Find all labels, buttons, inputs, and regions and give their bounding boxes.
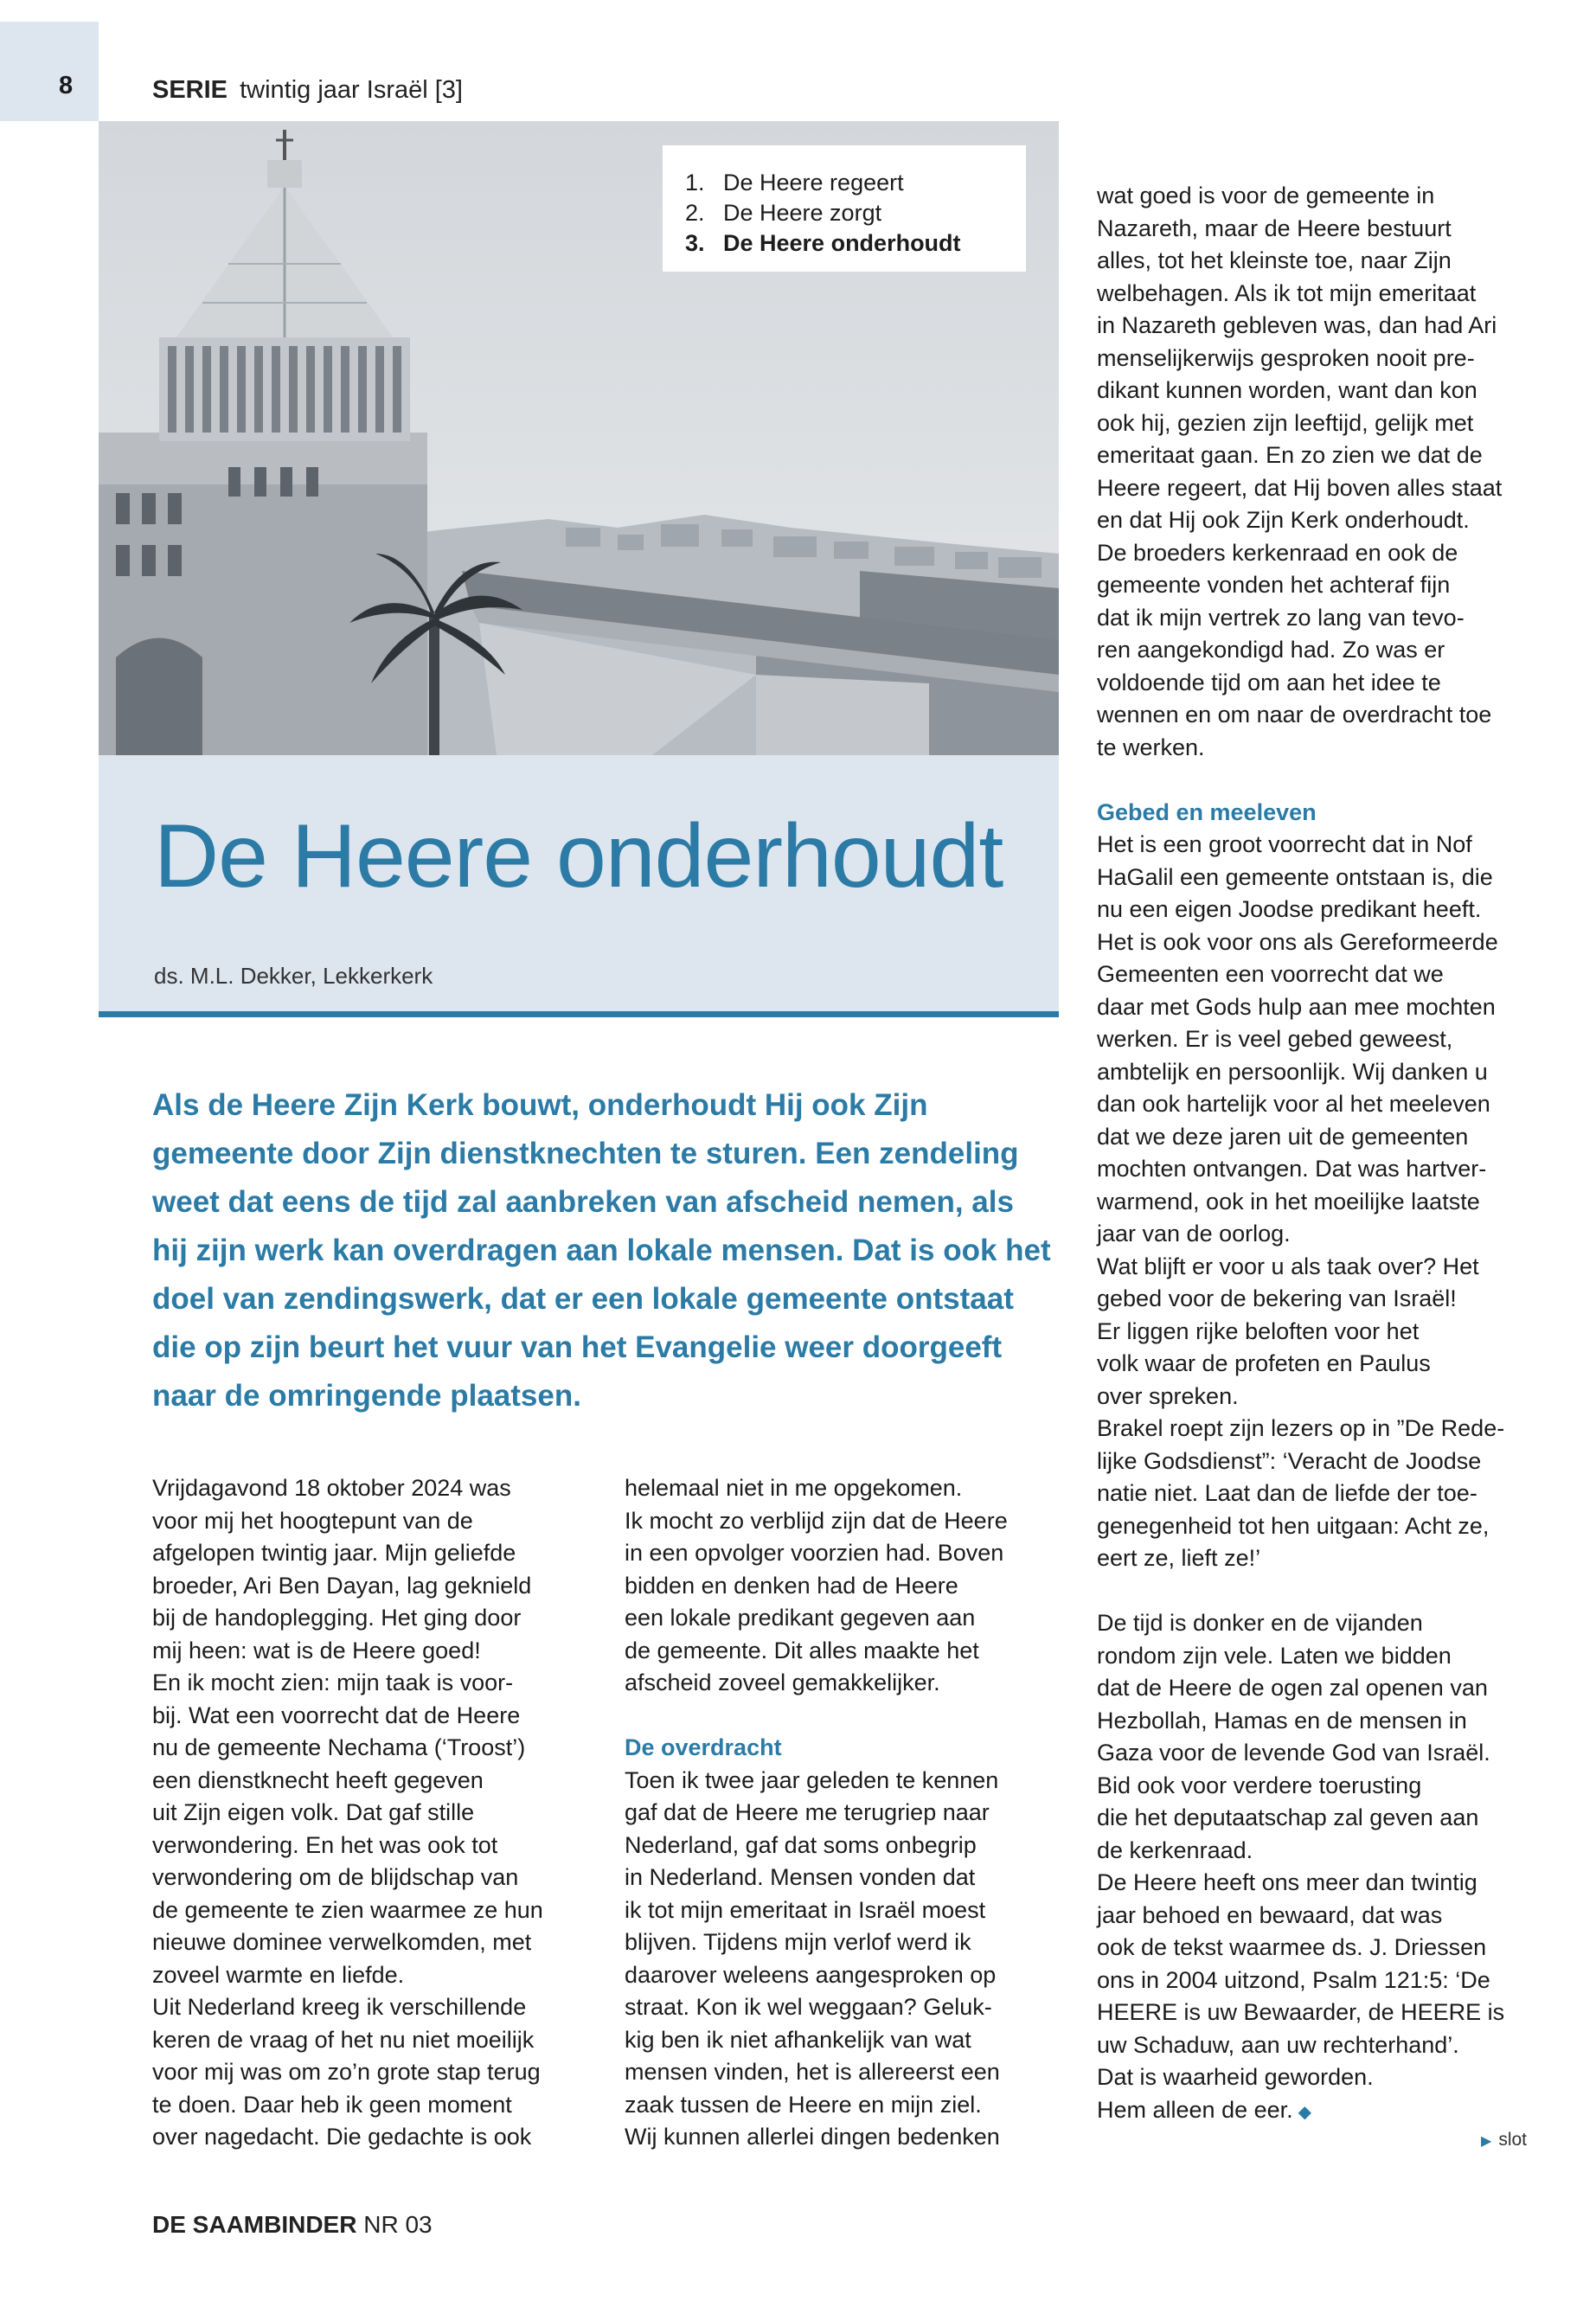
text-line: Toen ik twee jaar geleden te kennen [625,1766,999,1793]
intro-line: Als de Heere Zijn Kerk bouwt, onderhoudt Hij ook Zijn [152,1088,928,1122]
column-3-paragraphs-b [1097,829,1504,1575]
text-line: in een opvolger voorzien had. Boven [625,1540,1004,1566]
intro-line: doel van zendingswerk, dat er een lokale gemeente ontstaat [152,1282,1014,1316]
text-line: bij. Wat een voorrecht dat de Heere [152,1702,521,1728]
text-line: warmend, ook in het moeilijke laatste [1097,1188,1480,1215]
text-line: Hem alleen de eer. ◆ [1097,2096,1312,2123]
text-line: uw Schaduw, aan uw rechterhand’. [1097,2031,1459,2058]
text-line: En ik mocht zien: mijn taak is voor- [152,1670,514,1695]
intro-line: weet dat eens de tijd zal aanbreken van afscheid nemen, als [152,1185,1014,1219]
text-line: ambtelijk en persoonlijk. Wij danken u [1097,1058,1488,1085]
text-line: jaar van de oorlog. [1097,1221,1291,1247]
slot-label: slot [1498,2130,1527,2150]
article-column-2 [625,1472,1008,2154]
text-line: afgelopen twintig jaar. Mijn geliefde [152,1540,516,1566]
page-number-block [0,22,99,121]
text-line: welbehagen. Als ik tot mijn emeritaat [1097,279,1477,306]
text-line: die het deputaatschap zal geven aan [1097,1804,1479,1830]
text-line: rondom zijn vele. Laten we bidden [1097,1642,1452,1669]
text-line: Wat blijft er voor u als taak over? Het [1097,1253,1479,1279]
text-line: voor mij het hoogtepunt van de [152,1507,473,1534]
series-label: SERIE [152,76,228,104]
column-2-paragraphs-a [625,1472,1008,1700]
text-line: genegenheid tot hen uitgaan: Acht ze, [1097,1512,1490,1539]
magazine-name: DE SAAMBINDER [152,2211,357,2238]
text-line: dat ik mijn vertrek zo lang van tevo- [1097,604,1465,631]
text-line: de gemeente te zien waarmee ze hun [152,1896,543,1923]
text-line: Het is ook voor ons als Gereformeerde [1097,928,1498,955]
end-diamond-icon: ◆ [1298,2102,1312,2122]
text-line: De Heere heeft ons meer dan twintig [1097,1869,1477,1895]
toc-item [685,168,1026,198]
intro-line: gemeente door Zijn dienstknechten te sturen. Een zendeling [152,1137,1019,1170]
toc-item-number: 1. [685,170,705,195]
text-line: dat de Heere de ogen zal openen van [1097,1675,1488,1701]
page-footer [152,2211,433,2239]
text-line: te doen. Daar heb ik geen moment [152,2091,512,2118]
text-line: volk waar de profeten en Paulus [1097,1350,1431,1376]
text-line: Heere regeert, dat Hij boven alles staat [1097,474,1503,501]
text-line: ren aangekondigd had. Zo was er [1097,637,1445,663]
text-line: kig ben ik niet afhankelijk van wat [625,2026,971,2053]
text-line: eert ze, lieft ze!’ [1097,1545,1261,1571]
text-line: wennen en om naar de overdracht toe [1097,702,1492,727]
text-line: HaGalil een gemeente ontstaan is, die [1097,863,1493,890]
article-end-marker [1481,2130,1527,2150]
spacer [1097,764,1504,797]
text-line: jaar behoed en bewaard, dat was [1097,1901,1443,1928]
text-line: in Nazareth gebleven was, dan had Ari [1097,312,1497,338]
text-line: te werken. [1097,734,1205,760]
text-line: keren de vraag of het nu niet moeilijk [152,2026,535,2053]
text-line: Het is een groot voorrecht dat in Nof [1097,831,1472,857]
spacer [625,1700,1008,1733]
text-line: bidden en denken had de Heere [625,1572,958,1599]
toc-item-text: De Heere onderhoudt [723,230,961,256]
text-line: lijke Godsdienst”: ‘Veracht de Joodse [1097,1447,1482,1474]
text-line: een dienstknecht heeft gegeven [152,1766,484,1793]
text-line: Nazareth, maar de Heere bestuurt [1097,215,1452,241]
text-line: daarover weleens aangesproken op [625,1961,997,1988]
text-line: werken. Er is veel gebed geweest, [1097,1026,1453,1052]
text-line: emeritaat gaan. En zo zien we dat de [1097,442,1483,468]
text-line: Gemeenten een voorrecht dat we [1097,961,1444,987]
text-line: gaf dat de Heere me terugriep naar [625,1799,990,1825]
toc-item-text: De Heere zorgt [723,200,882,226]
text-line: gebed voor de bekering van Israël! [1097,1285,1457,1311]
intro-line: die op zijn beurt het vuur van het Evangelie weer doorgeeft [152,1330,1003,1364]
running-header [152,76,463,105]
text-line: Ik mocht zo verblijd zijn dat de Heere [625,1507,1008,1534]
text-line: Hezbollah, Hamas en de mensen in [1097,1707,1467,1734]
toc-item [685,198,1026,228]
text-line: voor mij was om zo’n grote stap terug [152,2059,541,2085]
text-line: nieuwe dominee verwelkomden, met [152,1929,532,1955]
text-line: Vrijdagavond 18 oktober 2024 was [152,1475,511,1501]
toc-item-text: De Heere regeert [723,170,904,195]
text-line: verwondering. En het was ook tot [152,1831,498,1858]
toc-item-number: 3. [685,230,705,256]
title-divider [99,1011,1059,1017]
text-line: Gaza voor de levende God van Israël. [1097,1740,1490,1766]
text-line: zoveel warmte en liefde. [152,1961,405,1988]
text-line: en dat Hij ook Zijn Kerk onderhoudt. [1097,507,1470,533]
series-table-of-contents [663,145,1026,272]
text-line: mensen vinden, het is allereerst een [625,2059,1000,2085]
column-3-paragraphs-a [1097,180,1504,764]
text-line: straat. Kon ik wel weggaan? Geluk- [625,1994,992,2020]
toc-item-current [685,228,1026,259]
column-3-paragraphs-c [1097,1607,1504,2126]
series-title: twintig jaar Israël [3] [240,76,463,104]
text-line: helemaal niet in me opgekomen. [625,1475,963,1501]
text-line: wat goed is voor de gemeente in [1097,183,1435,208]
text-line: gemeente vonden het achteraf fijn [1097,572,1451,598]
text-line: HEERE is uw Bewaarder, de HEERE is [1097,1999,1505,2025]
title-panel [99,755,1059,1012]
text-line: dat we deze jaren uit de gemeenten [1097,1123,1469,1150]
text-line: Nederland, gaf dat soms onbegrip [625,1831,977,1858]
text-line: Dat is waarheid geworden. [1097,2064,1374,2090]
text-line: ook de tekst waarmee ds. J. Driessen [1097,1934,1487,1960]
text-line: uit Zijn eigen volk. Dat gaf stille [152,1799,475,1825]
text-line: de gemeente. Dit alles maakte het [625,1637,979,1663]
text-line: daar met Gods hulp aan mee mochten [1097,993,1496,1020]
text-line: een lokale predikant gegeven aan [625,1605,976,1631]
article-title: De Heere onderhoudt [154,806,1003,907]
text-line: Bid ook voor verdere toerusting [1097,1772,1422,1798]
text-line: natie niet. Laat dan de liefde der toe- [1097,1480,1477,1506]
article-column-1 [152,1472,543,2154]
text-line: Er liggen rijke beloften voor het [1097,1317,1420,1344]
text-line: nu de gemeente Nechama (‘Troost’) [152,1734,526,1760]
text-line: verwondering om de blijdschap van [152,1864,519,1890]
text-line: mochten ontvangen. Dat was hartver- [1097,1156,1487,1182]
text-line: mij heen: wat is de Heere goed! [152,1637,481,1663]
text-line: broeder, Ari Ben Dayan, lag geknield [152,1572,532,1599]
text-line: Wij kunnen allerlei dingen bedenken [625,2124,1000,2150]
text-line: in Nederland. Mensen vonden dat [625,1864,976,1890]
text-line: Uit Nederland kreeg ik verschillende [152,1994,527,2020]
text-line: bij de handoplegging. Het ging door [152,1605,522,1631]
text-line: ons in 2004 uitzond, Psalm 121:5: ‘De [1097,1966,1490,1993]
page-number: 8 [59,72,74,99]
text-line: Brakel roept zijn lezers op in ”De Rede- [1097,1415,1505,1441]
text-line: voldoende tijd om aan het idee te [1097,669,1441,695]
text-line: menselijkerwijs gesproken nooit pre- [1097,344,1475,371]
column-2-paragraphs-b [625,1765,1008,2154]
article-column-3 [1097,180,1504,2126]
text-line: de kerkenraad. [1097,1836,1253,1863]
play-triangle-icon: ▶ [1481,2134,1492,2149]
text-line: dan ook hartelijk voor al het meeleven [1097,1091,1490,1117]
text-line: ik tot mijn emeritaat in Israël moest [625,1896,986,1923]
text-line: over spreken. [1097,1382,1239,1409]
intro-line: hij zijn werk kan overdragen aan lokale mensen. Dat is ook het [152,1234,1051,1267]
issue-number: NR 03 [363,2211,433,2238]
text-line: De broeders kerkenraad en ook de [1097,539,1458,566]
subheading-de-overdracht: De overdracht [625,1734,782,1760]
toc-item-number: 2. [685,200,705,226]
text-line: dikant kunnen worden, want dan kon [1097,377,1477,403]
subheading-gebed-en-meeleven: Gebed en meeleven [1097,798,1317,825]
text-line: alles, tot het kleinste toe, naar Zijn [1097,247,1452,273]
text-line: nu een eigen Joodse predikant heeft. [1097,896,1482,922]
spacer [1097,1575,1504,1608]
text-line: afscheid zoveel gemakkelijker. [625,1670,940,1695]
text-line: blijven. Tijdens mijn verlof werd ik [625,1929,971,1955]
intro-line: naar de omringende plaatsen. [152,1379,581,1413]
article-intro [152,1081,1061,1420]
text-line: ook hij, gezien zijn leeftijd, gelijk met [1097,409,1474,436]
text-line: De tijd is donker en de vijanden [1097,1610,1423,1636]
article-byline: ds. M.L. Dekker, Lekkerkerk [154,963,433,989]
text-line: zaak tussen de Heere en mijn ziel. [625,2091,982,2118]
text-line: over nagedacht. Die gedachte is ook [152,2124,532,2150]
